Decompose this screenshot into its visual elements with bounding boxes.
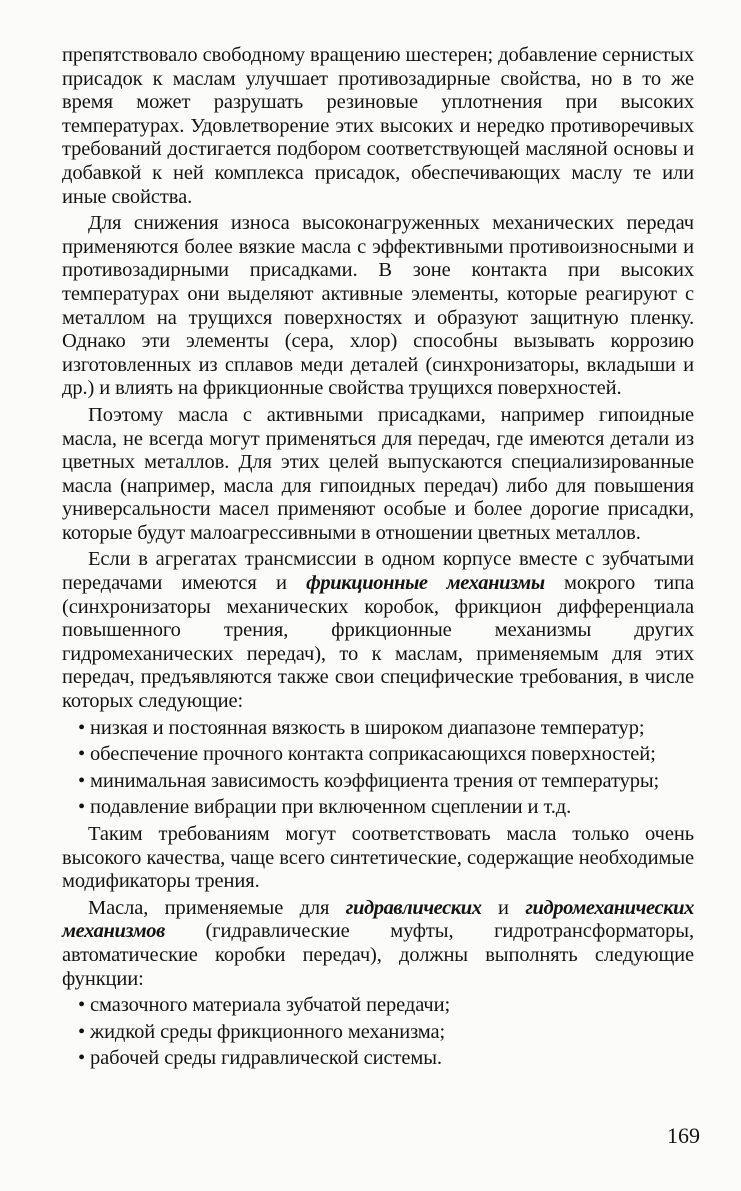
paragraph-hydraulic-mechanisms [62,897,694,991]
bullet-icon: • [78,769,86,792]
list-item-text: рабочей среды гидравлической системы. [90,1047,442,1070]
paragraph-high-load-gears: Для снижения износа высоконагруженных механических передач применяются более вязкие масла с эффективными противоизносными и противозадирными присадками. В зоне контакта при высоких температурах они выделяют активные элементы, которые реагируют с металлом на трущихся поверхностях и образуют защитную пленку. Однако эти элементы (сера, хлор) способны вызывать коррозию изготовленных из сплавов меди деталей (синхронизаторы, вкладыши и др.) и влиять на фрикционные свойства трущихся поверхностей. [62,212,694,400]
term-hydraulic: гидравлических [345,896,482,919]
list-item-text: подавление вибрации при включенном сцеплении и т.д. [90,796,572,819]
list-item [62,994,694,1018]
list-item [62,770,694,794]
bullet-icon: • [78,716,86,739]
paragraph-high-quality-oils: Таким требованиям могут соответствовать масла только очень высокого качества, чаще всего синтетические, содержащие необходимые модификаторы трения. [62,823,694,893]
list-item-text: жидкой среды фрикционного механизма; [90,1020,446,1043]
list-item-text: минимальная зависимость коэффициента трения от температуры; [90,769,660,792]
list-item [62,1021,694,1045]
paragraph-active-additives: Поэтому масла с активными присадками, например гипоидные масла, не всегда могут применяться для передач, где имеются детали из цветных металлов. Для этих целей выпускаются специализированные масла (например, масла для гипоидных передач) либо для повышения универсальности масел применяют особые и более дорогие присадки, которые будут малоагрессивными в отношении цветных металлов. [62,403,694,544]
list-item-text: низкая и постоянная вязкость в широком диапазоне температур; [90,716,645,739]
oil-functions-list [62,994,694,1071]
term-friction-mechanisms: фрикционные механизмы [306,572,545,595]
list-item [62,1047,694,1071]
paragraph-friction-mechanisms [62,548,694,713]
page-body [62,44,694,1074]
text-run: (гидравлические муфты, гидротрансформаторы, автоматические коробки передач), должны выполнять следующие функции: [62,920,694,990]
friction-requirements-list [62,717,694,820]
list-item [62,717,694,741]
text-run: мокрого типа (синхронизаторы механических коробок, фрикцион дифференциала повышенного трения, фрикционные механизмы других гидромеханических передач), то к маслам, применяемым для этих передач, предъявляются также свои специфические требования, в числе которых следующие: [62,572,695,713]
bullet-icon: • [78,1047,86,1070]
page-number: 169 [667,1123,700,1148]
list-item [62,743,694,767]
list-item [62,796,694,820]
text-run: Если в агрегатах трансмиссии в одном корпусе вместе с зубчатыми передачами имеются и [62,548,694,595]
bullet-icon: • [78,743,86,766]
bullet-icon: • [78,796,86,819]
list-item-text: обеспечение прочного контакта соприкасающихся поверхностей; [90,743,656,766]
bullet-icon: • [78,994,86,1017]
bullet-icon: • [78,1020,86,1043]
term-hydromechanical-mechanisms: гидромеханических механизмов [62,896,695,943]
text-run: и [481,896,526,919]
text-run: Масла, применяемые для [88,896,346,919]
list-item-text: смазочного материала зубчатой передачи; [90,994,451,1017]
paragraph-oil-additives: препятствовало свободному вращению шестерен; добавление сернистых присадок к маслам улучшает противозадирные свойства, но в то же время может разрушать резиновые уплотнения при высоких температурах. Удовлетворение этих высоких и нередко противоречивых требований достигается подбором соответствующей масляной основы и добавкой к ней комплекса присадок, обеспечивающих маслу те или иные свойства. [62,44,694,208]
